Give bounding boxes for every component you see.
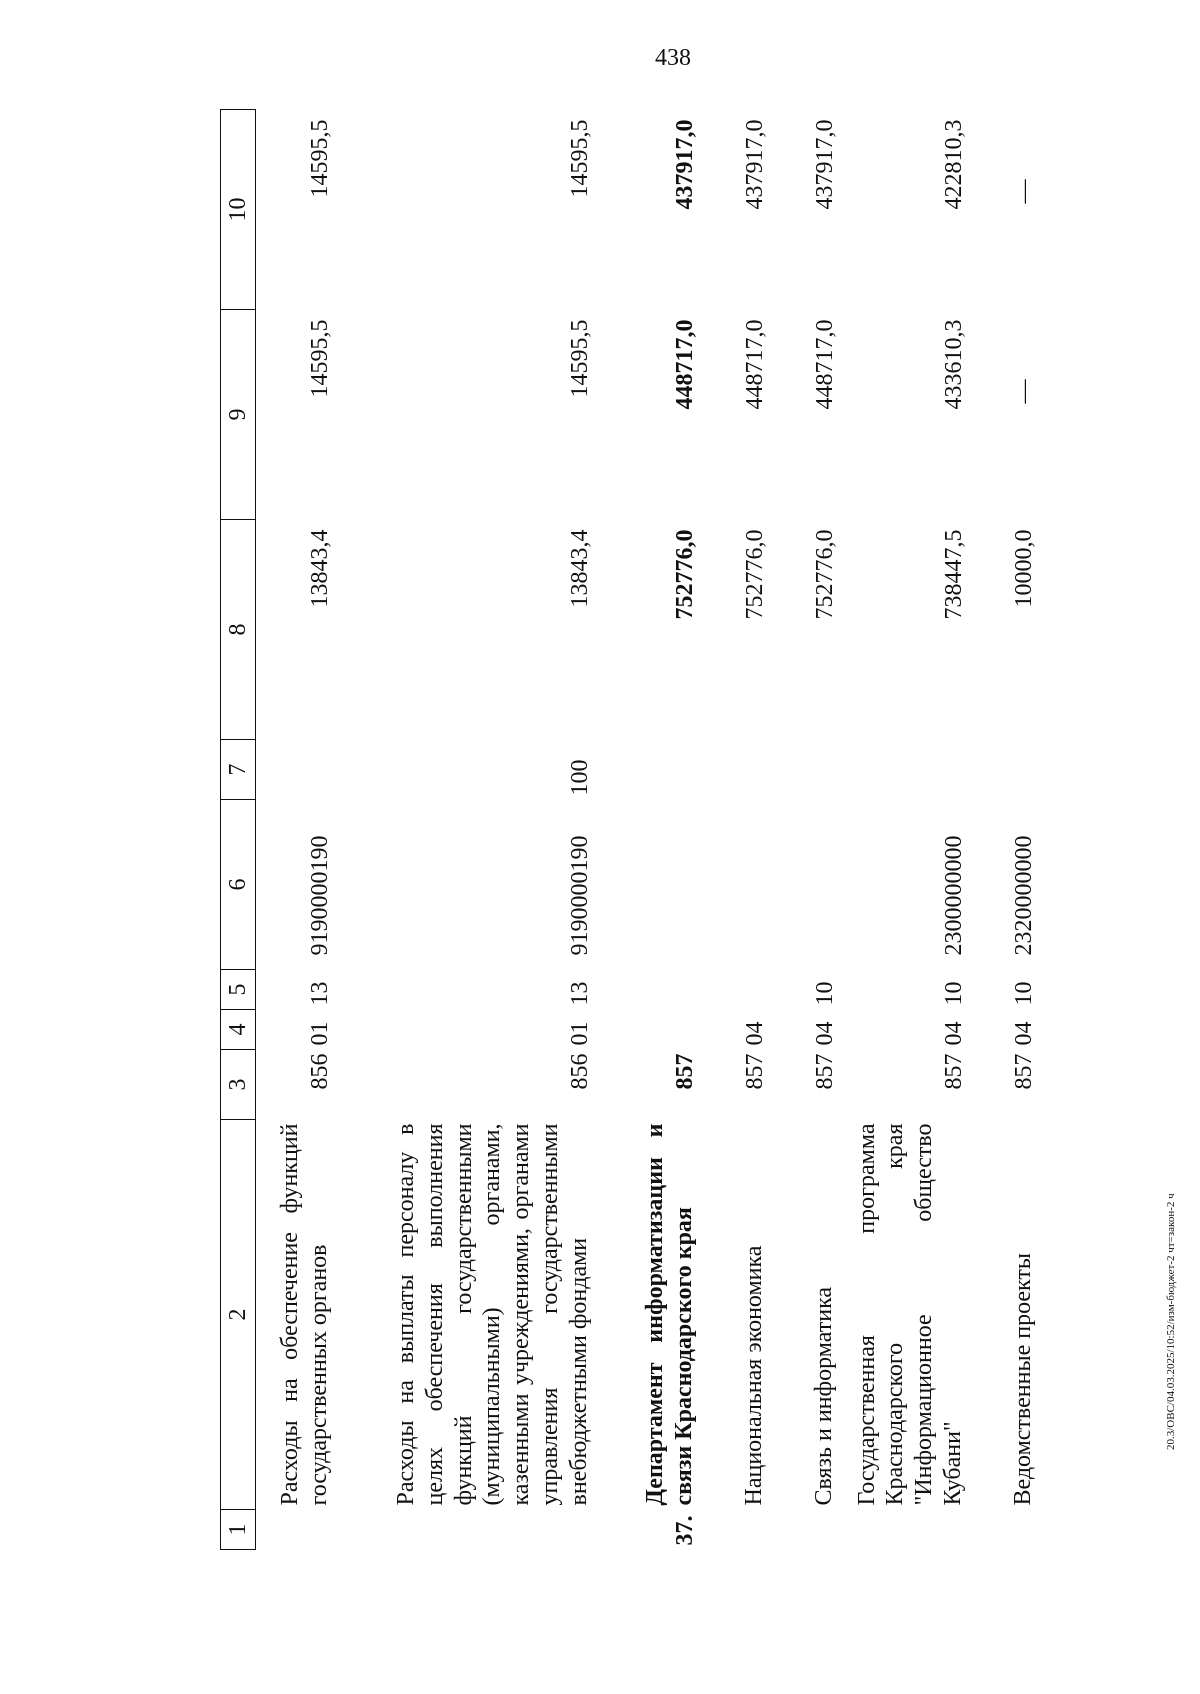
- cell-sum-1: 10000,0: [1010, 529, 1037, 608]
- row-name: Государственная программа Краснодарского края "Информационное общество Кубани": [853, 1123, 966, 1506]
- header-cell: 4: [221, 1010, 256, 1050]
- cell-ved: 857: [940, 1053, 967, 1090]
- header-cell: 1: [221, 1510, 256, 1550]
- cell-pr: [608, 970, 713, 1010]
- table-row: [348, 110, 608, 1550]
- cell-vr: [256, 740, 348, 800]
- cell-csr: [608, 800, 713, 970]
- row-name: Национальная экономика: [740, 1245, 767, 1506]
- header-cell: 5: [221, 970, 256, 1010]
- table-row: [783, 110, 853, 1550]
- cell-ved: 857: [811, 1053, 838, 1090]
- row-name: Ведомственные проекты: [1009, 1253, 1036, 1506]
- cell-vr: 100: [566, 759, 593, 796]
- row-name: Расходы на выплаты персоналу в целях обеспечения выполнения функций государственными (муниципальными) органами, казенными учреждениями, органами управления государственными внебюджетными фондами: [392, 1123, 592, 1506]
- table-row: [608, 110, 713, 1550]
- cell-pr: 10: [940, 981, 967, 1006]
- cell-vr: [713, 740, 783, 800]
- cell-ved: 857: [1010, 1053, 1037, 1090]
- cell-pr: 10: [1010, 981, 1037, 1006]
- row-name: Расходы на обеспечение функций государственных органов: [276, 1123, 332, 1506]
- cell-ved: 857: [671, 1053, 698, 1090]
- cell-sum-2: —: [1010, 379, 1037, 404]
- row-index: [608, 1510, 713, 1550]
- row-index-label: 37.: [671, 1515, 698, 1546]
- cell-sum-1: 752776,0: [741, 529, 768, 620]
- cell-csr: 2300000000: [940, 835, 967, 956]
- cell-sum-1: 752776,0: [671, 529, 698, 620]
- table-row: [982, 110, 1052, 1550]
- footer-stamp: 20.3/ОВС/04.03.2025/10:52/изм-бюджет-2 чт=закон-2 ч: [1165, 1193, 1177, 1450]
- cell-sum-1: 738447,5: [940, 529, 967, 620]
- cell-rz: 04: [1010, 1021, 1037, 1046]
- budget-table-wrapper: [220, 110, 1090, 1550]
- row-name: Департамент информатизации и связи Краснодарского края: [641, 1123, 697, 1506]
- row-index: [713, 1510, 783, 1550]
- cell-sum-3: —: [1010, 179, 1037, 204]
- cell-sum-2: 448717,0: [811, 319, 838, 410]
- row-index: [348, 1510, 608, 1550]
- cell-csr: 9190000190: [306, 835, 333, 956]
- cell-ved: 856: [566, 1053, 593, 1090]
- cell-sum-2: 433610,3: [940, 319, 967, 410]
- cell-rz: 04: [940, 1021, 967, 1046]
- cell-sum-3: 422810,3: [940, 119, 967, 210]
- cell-csr: 9190000190: [566, 835, 593, 956]
- header-cell: 7: [221, 740, 256, 800]
- header-cell: 6: [221, 800, 256, 970]
- cell-pr: 10: [811, 981, 838, 1006]
- cell-sum-1: 13843,4: [306, 529, 333, 608]
- cell-rz: 04: [811, 1021, 838, 1046]
- budget-table: [220, 109, 1052, 1550]
- row-index: [256, 1510, 348, 1550]
- cell-sum-2: 448717,0: [741, 319, 768, 410]
- header-cell: 2: [221, 1120, 256, 1510]
- cell-vr: [608, 740, 713, 800]
- header-cell: 10: [221, 110, 256, 310]
- table-header: [221, 110, 256, 1550]
- cell-ved: 856: [306, 1053, 333, 1090]
- cell-sum-3: 437917,0: [671, 119, 698, 210]
- cell-csr: [783, 800, 853, 970]
- cell-sum-1: 13843,4: [566, 529, 593, 608]
- cell-rz: 01: [306, 1021, 333, 1046]
- cell-rz: 01: [566, 1021, 593, 1046]
- header-cell: 9: [221, 310, 256, 520]
- cell-sum-3: 14595,5: [306, 119, 333, 198]
- table-row: [853, 110, 982, 1550]
- table-row: [713, 110, 783, 1550]
- cell-sum-1: 752776,0: [811, 529, 838, 620]
- cell-sum-3: 437917,0: [741, 119, 768, 210]
- cell-vr: [783, 740, 853, 800]
- row-name: Связь и информатика: [810, 1286, 837, 1506]
- page-number: 438: [655, 45, 691, 71]
- cell-csr: 2320000000: [1010, 835, 1037, 956]
- cell-pr: 13: [566, 981, 593, 1006]
- header-cell: 3: [221, 1050, 256, 1120]
- cell-vr: [853, 740, 982, 800]
- row-index: [982, 1510, 1052, 1550]
- cell-csr: [713, 800, 783, 970]
- table-row: [256, 110, 348, 1550]
- cell-sum-2: 14595,5: [566, 319, 593, 398]
- cell-sum-3: 437917,0: [811, 119, 838, 210]
- cell-vr: [982, 740, 1052, 800]
- cell-sum-2: 448717,0: [671, 319, 698, 410]
- cell-sum-2: 14595,5: [306, 319, 333, 398]
- header-cell: 8: [221, 520, 256, 740]
- cell-rz: [608, 1010, 713, 1050]
- cell-pr: [713, 970, 783, 1010]
- row-index: [783, 1510, 853, 1550]
- cell-pr: 13: [306, 981, 333, 1006]
- cell-sum-3: 14595,5: [566, 119, 593, 198]
- cell-rz: 04: [741, 1021, 768, 1046]
- cell-ved: 857: [741, 1053, 768, 1090]
- row-index: [853, 1510, 982, 1550]
